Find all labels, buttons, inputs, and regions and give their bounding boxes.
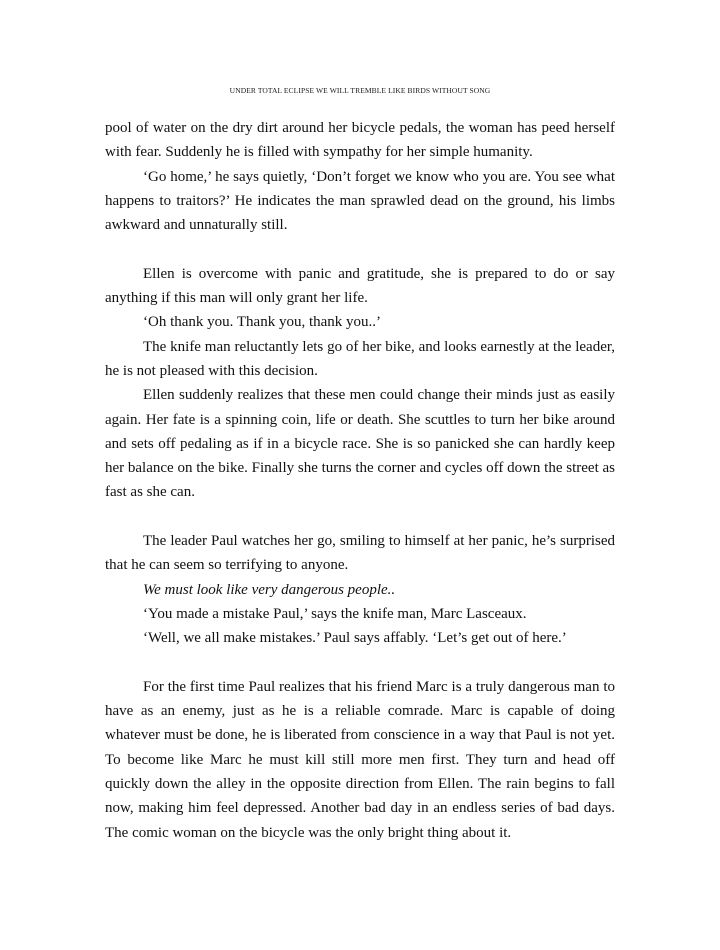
running-header: UNDER TOTAL ECLIPSE WE WILL TREMBLE LIKE BIRDS WITHOUT SONG (229, 86, 491, 95)
paragraph: Ellen suddenly realizes that these men could change their minds just as easily again. Her fate is a spinning coin, life or death. She scuttles to turn her bike around and sets off pedaling as if in a bicycle race. She is so panicked she can hardly keep her balance on the bike. Finally she turns the corner and cycles off down the street as fast as she can. (105, 387, 615, 501)
paragraph: For the first time Paul realizes that his friend Marc is a truly dangerous man to have as an enemy, just as he is a reliable comrade. Marc is capable of doing whatever must be done, he is liberated from conscience in a way that Paul is not yet. To become like Marc he must kill still more men first. They turn and head off quickly down the alley in the opposite direction from Ellen. The rain begins to fall now, making him feel depressed. Another bad day in an endless series of bad days. The comic woman on the bicycle was the only bright thing about it. (105, 678, 615, 841)
paragraph: ‘Well, we all make mistakes.’ Paul says affably. ‘Let’s get out of here.’ (143, 630, 567, 647)
paragraph: ‘Go home,’ he says quietly, ‘Don’t forget we know who you are. You see what happens to traitors?’ He indicates the man sprawled dead on the ground, his limbs awkward and unnaturally still. (105, 168, 615, 234)
section-break (105, 237, 615, 261)
paragraph: The knife man reluctantly lets go of her bike, and looks earnestly at the leader, he is not pleased with this decision. (105, 338, 615, 379)
paragraph: The leader Paul watches her go, smiling to himself at her panic, he’s surprised that he can seem so terrifying to anyone. (105, 533, 615, 574)
italic-thought: We must look like very dangerous people.. (143, 581, 396, 598)
paragraph: pool of water on the dry dirt around her bicycle pedals, the woman has peed herself with fear. Suddenly he is filled with sympathy for her simple humanity. (105, 120, 615, 161)
section-break (105, 651, 615, 675)
paragraph: Ellen is overcome with panic and gratitude, she is prepared to do or say anything if this man will only grant her life. (105, 265, 615, 307)
body-text (105, 116, 615, 845)
section-break (105, 505, 615, 529)
paragraph: ‘You made a mistake Paul,’ says the knife man, Marc Lasceaux. (143, 605, 527, 622)
paragraph: ‘Oh thank you. Thank you, thank you..’ (143, 314, 382, 331)
